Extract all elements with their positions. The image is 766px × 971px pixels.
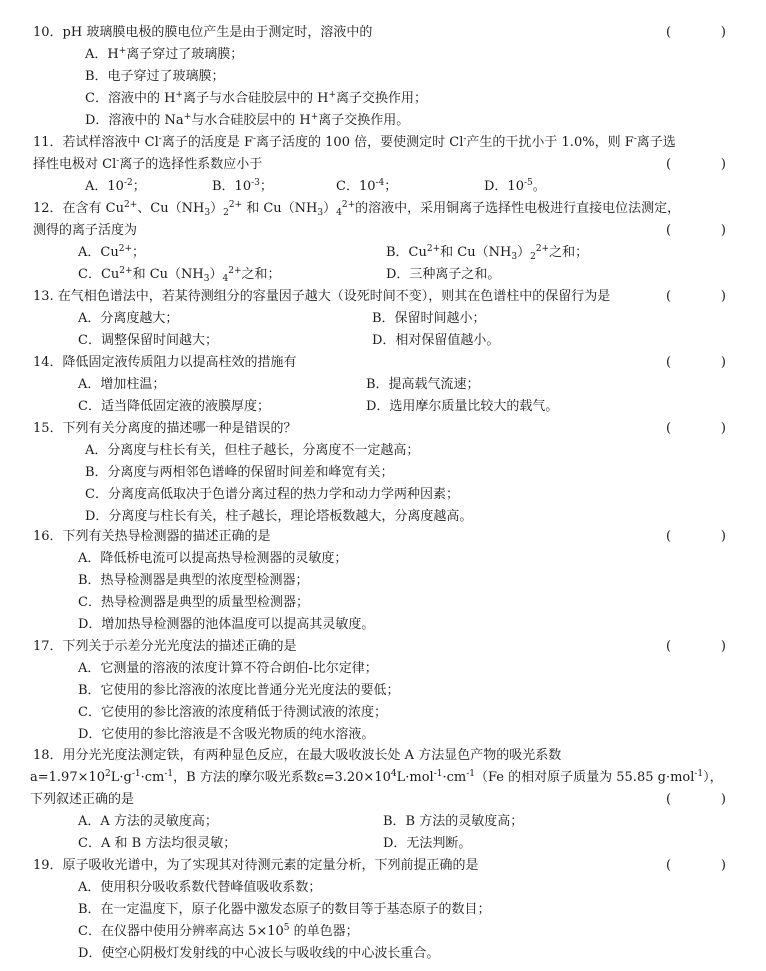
question-12-stem-line bbox=[0, 198, 766, 220]
question-15-option-c: C．分离度高低取决于色谱分离过程的热力学和动力学两种因素； bbox=[85, 487, 459, 502]
answer-paren: ( ) bbox=[666, 25, 726, 40]
question-11-stem-continued: 择性电极对 Cl-离子的选择性系数应小于 bbox=[33, 156, 263, 172]
question-18-stem-line-2 bbox=[0, 767, 766, 789]
answer-paren: ( ) bbox=[666, 529, 726, 544]
question-10-option-c: C．溶液中的 H+离子与水合硅胶层中的 H+离子交换作用； bbox=[85, 90, 428, 106]
answer-paren: ( ) bbox=[666, 355, 726, 370]
question-18-option-d: D．无法判断。 bbox=[383, 836, 472, 851]
question-11-option-c: C．$10^{-4}$； bbox=[336, 178, 398, 194]
question-13-stem: 13. 在气相色谱法中，若某待测组分的容量因子越大（设死时间不变），则其在色谱柱中的保留行为是 bbox=[33, 289, 611, 304]
question-10-option-b: B．电子穿过了玻璃膜； bbox=[85, 69, 225, 84]
question-13-option-c: C．调整保留时间越大； bbox=[78, 333, 218, 348]
question-12-option-d: D．三种离子之和。 bbox=[386, 267, 501, 282]
question-11-option-a: A．$10^{-2}$； bbox=[85, 178, 146, 194]
question-18-formula: $a=1.97\times 10^2L\cdot g^{-1}\cdot cm^{-1}$，B 方法的摩尔吸光系数$\varepsilon=3.20\times 10^4L\cdot mol^{-1}\cdot cm^{-1}(Fe$ 的相对原子质量为 55.85 g·mol$^{-1}$）， bbox=[30, 769, 723, 785]
answer-paren: ( ) bbox=[666, 792, 726, 807]
question-14-option-c: C．适当降低固定液的液膜厚度； bbox=[78, 399, 270, 414]
question-14-option-a: A．增加柱温； bbox=[78, 377, 166, 392]
question-19-option-a: A．使用积分吸收系数代替峰值吸收系数； bbox=[78, 880, 322, 895]
question-16-option-b: B．热导检测器是典型的浓度型检测器； bbox=[78, 573, 309, 588]
question-19-option-b: B．在一定温度下，原子化器中激发态原子的数目等于基态原子的数目； bbox=[78, 902, 491, 917]
answer-paren: ( ) bbox=[666, 157, 726, 172]
question-11-stem-line bbox=[0, 132, 766, 154]
question-15-option-b: B．分离度与两相邻色谱峰的保留时间差和峰宽有关； bbox=[85, 465, 394, 480]
question-10-option-a: A．H+离子穿过了玻璃膜； bbox=[85, 46, 244, 62]
question-13-option-b: B．保留时间越小； bbox=[372, 311, 486, 326]
question-18-option-c: C．A 和 B 方法均很灵敏； bbox=[78, 836, 237, 851]
question-15-stem-line bbox=[0, 418, 766, 440]
question-19-option-d: D．使空心阴极灯发射线的中心波长与吸收线的中心波长重合。 bbox=[78, 946, 440, 961]
question-16-stem: 16．下列有关热导检测器的描述正确的是 bbox=[33, 529, 271, 544]
question-11-stem: 11．若试样溶液中 Cl-离子的活度是 F-离子活度的 100 倍，要使测定时 Cl-产生的干扰小于 1.0%，则 F-离子选 bbox=[33, 134, 676, 150]
question-18-stem-continued: 下列叙述正确的是 bbox=[30, 792, 135, 807]
question-15-option-a: A．分离度与柱长有关，但柱子越长，分离度不一定越高； bbox=[85, 443, 420, 458]
question-19-stem-line bbox=[0, 855, 766, 877]
question-10-option-d: D．溶液中的 Na+与水合硅胶层中的 H+离子交换作用。 bbox=[85, 112, 410, 128]
question-13-option-d: D．相对保留值越小。 bbox=[372, 333, 500, 348]
question-14-stem-line bbox=[0, 352, 766, 374]
question-13-stem-line bbox=[0, 286, 766, 308]
answer-paren: ( ) bbox=[666, 639, 726, 654]
question-14-stem: 14．降低固定液传质阻力以提高柱效的措施有 bbox=[33, 355, 297, 370]
question-16-option-a: A．降低桥电流可以提高热导检测器的灵敏度； bbox=[78, 551, 348, 566]
question-16-option-c: C．热导检测器是典型的质量型检测器； bbox=[78, 595, 309, 610]
answer-paren: ( ) bbox=[666, 858, 726, 873]
question-17-stem-line bbox=[0, 636, 766, 658]
question-13-option-a: A．分离度越大； bbox=[78, 311, 179, 326]
question-17-option-a: A．它测量的溶液的浓度计算不符合朗伯-比尔定律； bbox=[78, 661, 378, 676]
question-15-option-d: D．分离度与柱长有关，柱子越长，理论塔板数越大，分离度越高。 bbox=[85, 509, 473, 524]
question-17-option-c: C．它使用的参比溶液的浓度稍低于待测试液的浓度； bbox=[78, 705, 387, 720]
answer-paren: ( ) bbox=[666, 421, 726, 436]
question-18-option-b: B．B 方法的灵敏度高； bbox=[383, 814, 524, 829]
question-19-stem: 19．原子吸收光谱中，为了实现其对待测元素的定量分析，下列前提正确的是 bbox=[33, 858, 479, 873]
question-14-option-b: B．提高载气流速； bbox=[366, 377, 480, 392]
question-19-option-c: C．在仪器中使用分辨率高达 $5\times 10^5$ 的单色器； bbox=[78, 923, 359, 939]
question-12-stem-continued: 测得的离子活度为 bbox=[33, 223, 138, 238]
question-17-option-d: D．它使用的参比溶液是不含吸光物质的纯水溶液。 bbox=[78, 727, 375, 742]
question-14-option-d: D．选用摩尔质量比较大的载气。 bbox=[366, 399, 559, 414]
question-11-option-b: B．$10^{-3}$； bbox=[212, 178, 273, 194]
question-12-stem: 12．在含有 $Cu^{2+}$、$Cu(NH_3)_2^{2+}$ 和 $Cu(NH_3)_4^{2+}$的溶液中，采用铜离子选择性电极进行直接电位法测定， bbox=[33, 200, 681, 218]
question-10-stem: 10．pH 玻璃膜电极的膜电位产生是由于测定时，溶液中的 bbox=[33, 25, 373, 40]
question-12-option-c: C．$Cu^{2+}$和 $Cu(NH_3)_4^{2+}$之和； bbox=[78, 266, 281, 284]
question-12-option-b: B．$Cu^{2+}$和 $Cu(NH_3)_2^{2+}$之和； bbox=[386, 244, 589, 262]
answer-paren: ( ) bbox=[666, 223, 726, 238]
question-15-stem: 15．下列有关分离度的描述哪一种是错误的？ bbox=[33, 421, 297, 436]
question-18-option-a: A．A 方法的灵敏度高； bbox=[78, 814, 218, 829]
question-17-stem: 17．下列关于示差分光光度法的描述正确的是 bbox=[33, 639, 297, 654]
question-10-stem-line bbox=[0, 22, 766, 44]
question-18-stem: 18．用分光光度法测定铁，有两种显色反应，在最大吸收波长处 A 方法显色产物的吸光系数 bbox=[33, 748, 562, 763]
question-18-stem-line bbox=[0, 745, 766, 767]
question-12-option-a: A．$Cu^{2+}$； bbox=[78, 244, 146, 260]
question-17-option-b: B．它使用的参比溶液的浓度比普通分光光度法的要低； bbox=[78, 683, 400, 698]
question-16-stem-line bbox=[0, 526, 766, 548]
answer-paren: ( ) bbox=[666, 289, 726, 304]
question-11-option-d: D．$10^{-5}$。 bbox=[484, 178, 546, 194]
question-16-option-d: D．增加热导检测器的池体温度可以提高其灵敏度。 bbox=[78, 617, 375, 632]
